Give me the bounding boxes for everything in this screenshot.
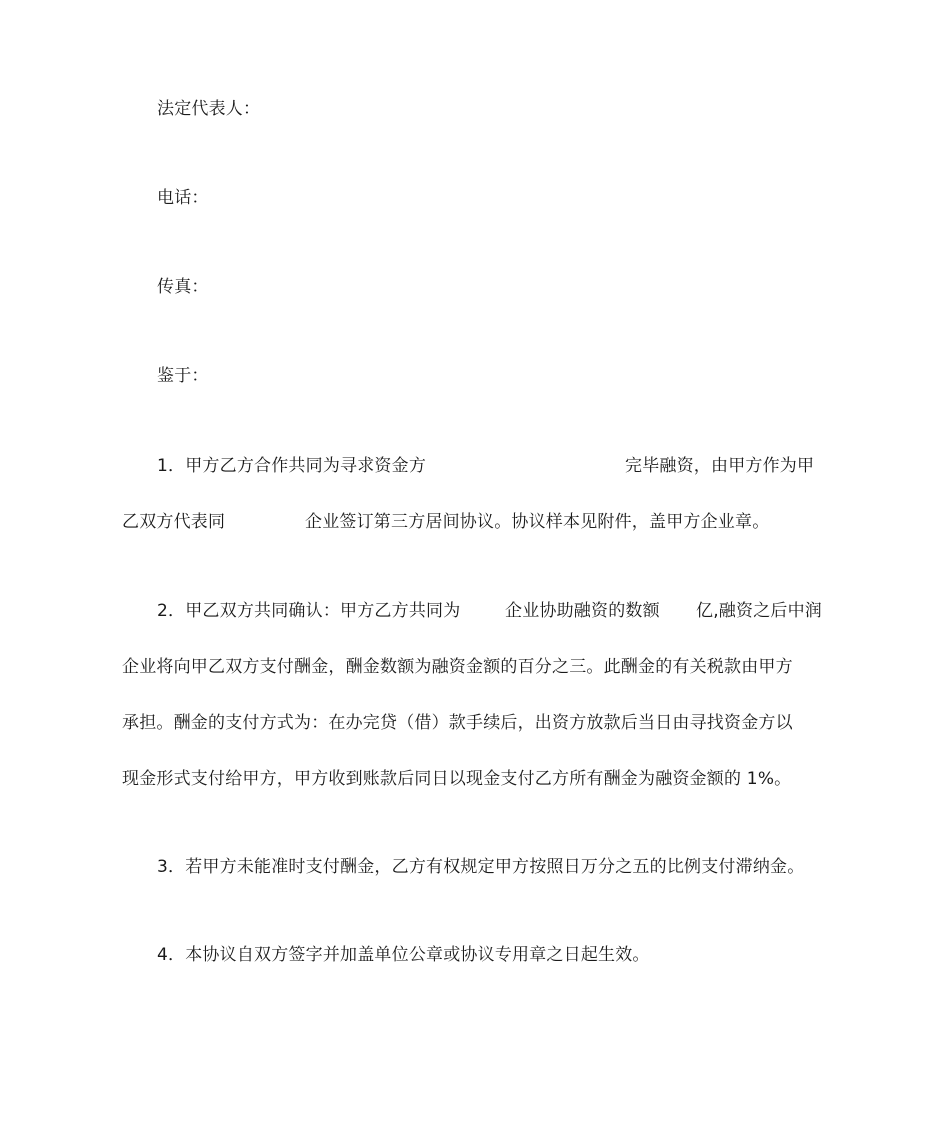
clause-1-line-2-continued: [305, 511, 769, 533]
clause-text: 甲乙双方共同确认：甲方乙方共同为: [185, 601, 461, 621]
clause-number: 3．: [157, 857, 186, 877]
clause-number: 1．: [157, 456, 186, 476]
clause-text: 完毕融资，由甲方作为甲: [625, 456, 815, 476]
fax-label: 传真：: [157, 277, 209, 297]
clause-text: 本协议自双方签字并加盖单位公章或协议专用章之日起生效。: [185, 945, 650, 965]
whereas-heading: [157, 365, 209, 387]
clause-text: 若甲方未能准时支付酬金，乙方有权规定甲方按照日万分之五的比例支付滞纳金。: [185, 857, 805, 877]
clause-3-line-1: [157, 856, 804, 878]
clause-text: 乙双方代表同: [122, 512, 226, 532]
clause-4-line-1: [157, 944, 650, 966]
clause-1-line-1: [157, 455, 426, 477]
clause-2-line-1: [157, 600, 460, 622]
legal-representative-label: 法定代表人：: [157, 99, 261, 119]
clause-text: 承担。酬金的支付方式为：在办完贷（借）款手续后，出资方放款后当日由寻找资金方以: [122, 713, 793, 733]
clause-2-line-1-segment-2: [505, 600, 660, 622]
phone-label: 电话：: [157, 188, 209, 208]
phone-field: [157, 187, 209, 209]
clause-2-line-3: [122, 712, 793, 734]
clause-2-line-4: [122, 768, 791, 790]
clause-2-line-2: [122, 656, 793, 678]
clause-text: 企业签订第三方居间协议。协议样本见附件，盖甲方企业章。: [305, 512, 770, 532]
clause-text: 企业协助融资的数额: [505, 601, 660, 621]
clause-2-line-1-segment-3: [696, 600, 822, 622]
clause-number: 4．: [157, 945, 186, 965]
clause-text: 现金形式支付给甲方，甲方收到账款后同日以现金支付乙方所有酬金为融资金额的 1%。: [122, 769, 792, 789]
whereas-label: 鉴于：: [157, 366, 209, 386]
clause-1-line-1-continued: [625, 455, 814, 477]
clause-text: 甲方乙方合作共同为寻求资金方: [185, 456, 427, 476]
clause-1-line-2: [122, 511, 225, 533]
clause-text: 亿,融资之后中润: [696, 601, 823, 621]
clause-number: 2．: [157, 601, 186, 621]
legal-representative-field: [157, 98, 260, 120]
fax-field: [157, 276, 209, 298]
clause-text: 企业将向甲乙双方支付酬金，酬金数额为融资金额的百分之三。此酬金的有关税款由甲方: [122, 657, 793, 677]
